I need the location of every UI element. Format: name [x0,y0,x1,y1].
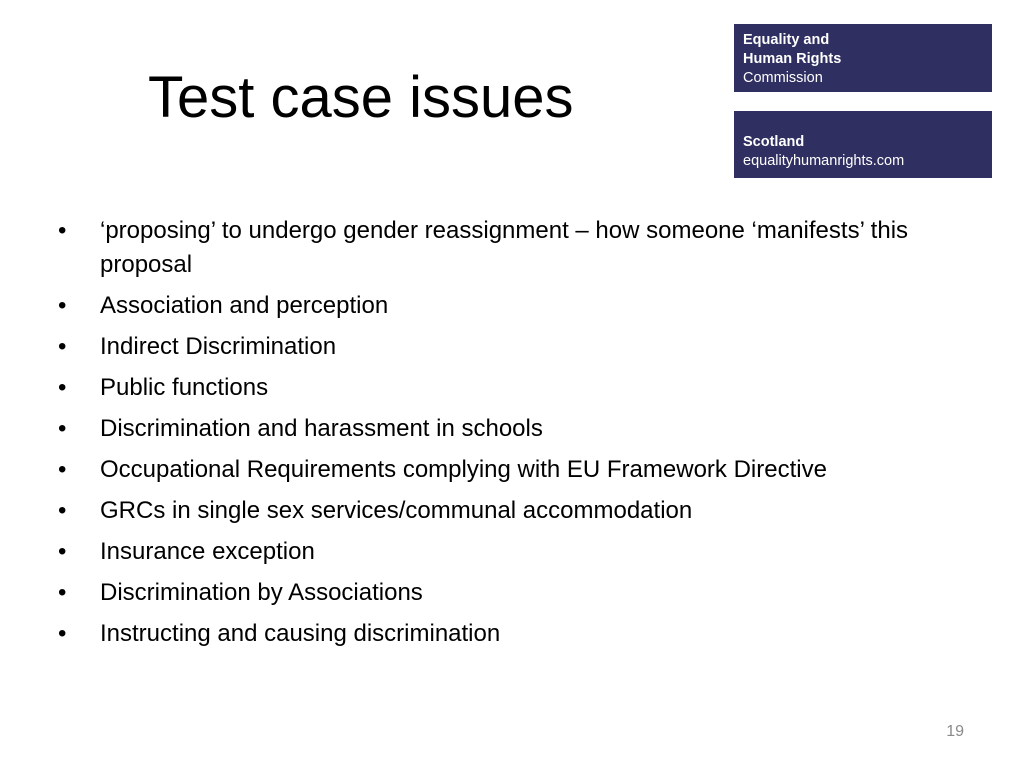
bullet-icon: • [58,456,67,483]
bullet-text: Occupational Requirements complying with EU Framework Directive [100,456,827,483]
bullet-icon: • [58,292,67,319]
bullet-item [58,412,998,446]
bullet-text: Discrimination by Associations [100,579,423,606]
bullet-icon: • [58,374,67,401]
bullet-text: Insurance exception [100,538,315,565]
bullet-item [58,289,998,323]
bullet-item [58,214,998,282]
bullet-icon: • [58,333,67,360]
bullet-item [58,494,998,528]
bullet-item [58,453,998,487]
page-number: 19 [946,723,964,740]
logo-line-5: equalityhumanrights.com [743,153,905,169]
bullet-item [58,535,998,569]
bullet-list [58,214,998,658]
bullet-icon: • [58,497,67,524]
logo-bottom-block [734,111,992,178]
logo-line-2: Human Rights [743,51,842,67]
logo-line-3: Commission [743,70,823,86]
bullet-text: ‘proposing’ to undergo gender reassignment – how someone ‘manifests’ this proposal [100,217,909,278]
bullet-item [58,371,998,405]
bullet-icon: • [58,217,67,244]
logo-line-4: Scotland [743,134,805,150]
bullet-text: Public functions [100,374,269,401]
bullet-icon: • [58,579,67,606]
logo-top-block [734,24,992,92]
bullet-icon: • [58,415,67,442]
ehrc-logo [726,20,996,182]
logo-line-1: Equality and [743,32,830,48]
slide-title: Test case issues [148,65,574,130]
bullet-item [58,330,998,364]
bullet-item [58,617,998,651]
bullet-text: GRCs in single sex services/communal accommodation [100,497,693,524]
bullet-icon: • [58,538,67,565]
bullet-text: Association and perception [100,292,389,319]
bullet-text: Discrimination and harassment in schools [100,415,543,442]
bullet-item [58,576,998,610]
bullet-text: Instructing and causing discrimination [100,620,501,647]
bullet-icon: • [58,620,67,647]
bullet-text: Indirect Discrimination [100,333,337,360]
